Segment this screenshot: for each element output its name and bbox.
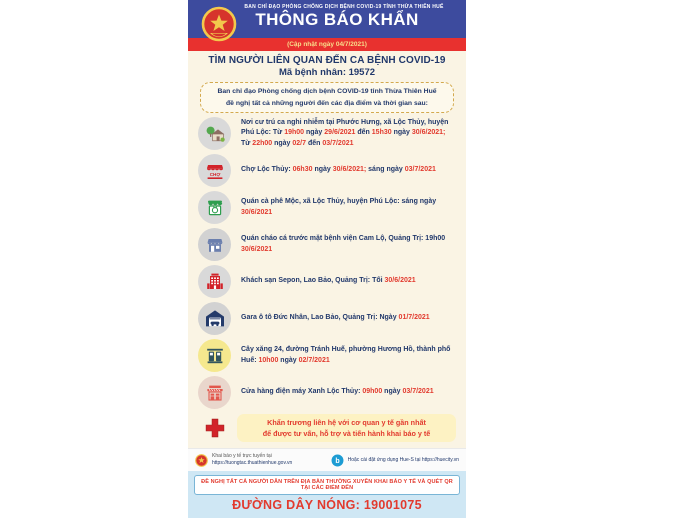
location-description: Gara ô tô Đức Nhân, Lao Bảo, Quảng Trị: Ngày 01/7/2021 <box>241 314 430 322</box>
svg-text:CHỢ: CHỢ <box>209 171 220 177</box>
online-declaration-label: Khai báo y tế trực tuyến tại <box>212 453 272 460</box>
location-description: Quán cháo cá trước mặt bệnh viện Cam Lộ, Quảng Trị: 19h00 30/6/2021 <box>241 235 446 253</box>
intro-box: Ban chỉ đạo Phòng chống dịch bệnh COVID-19 tỉnh Thừa Thiên Huế đề nghị tất cả những người đến các địa điểm và thời gian sau: <box>200 82 454 113</box>
svg-text:b: b <box>334 457 340 465</box>
poster-header <box>188 0 466 38</box>
location-item-7 <box>198 339 456 372</box>
location-description: Nơi cư trú ca nghi nhiễm tại Phước Hưng, xã Lộc Thủy, huyện Phú Lộc: Từ 19h00 ngày 29/6/2021 đến 15h30 ngày 30/6/2021; Từ 22h00 ngày 02/7 đến 03/7/2021 <box>241 118 449 147</box>
emergency-notice-poster <box>188 0 466 518</box>
home-icon <box>198 117 231 150</box>
location-description: Khách sạn Sepon, Lao Bảo, Quảng Trị: Tối 30/6/2021 <box>241 277 416 285</box>
location-item-6 <box>198 302 456 335</box>
location-description: Cây xăng 24, đường Tránh Huế, phường Hương Hồ, thành phố Huế: 10h00 ngày 02/7/2021 <box>241 346 451 364</box>
garage-icon <box>198 302 231 335</box>
footer-links-strip <box>188 448 466 471</box>
poster-title: THÔNG BÁO KHẨN <box>255 10 419 29</box>
hue-s-app-icon <box>331 454 344 467</box>
locations-list <box>198 113 456 409</box>
patient-code: Mã bệnh nhân: 19572 <box>278 67 376 78</box>
location-item-8 <box>198 376 456 409</box>
location-description: Chợ Lộc Thủy: 06h30 ngày 30/6/2021; sáng ngày 03/7/2021 <box>241 166 436 174</box>
hotline-number: ĐƯỜNG DÂY NÓNG: 19001075 <box>232 498 422 512</box>
hue-s-app-label[interactable]: Hoặc cài đặt ứng dụng Hue-S tại https://huecity.vn <box>347 457 459 463</box>
alert-line-1: Khẩn trương liên hệ với cơ quan y tế gần nhất <box>267 418 426 428</box>
footer-bottom <box>188 471 466 518</box>
congee-shop-icon <box>198 228 231 261</box>
alert-line-2: để được tư vấn, hỗ trợ và tiến hành khai báo y tế <box>262 429 431 439</box>
gas-station-icon <box>198 339 231 372</box>
cafe-icon <box>198 191 231 224</box>
poster-body <box>188 51 466 448</box>
location-item-5 <box>198 265 456 298</box>
notice-title: TÌM NGƯỜI LIÊN QUAN ĐẾN CA BỆNH COVID-19 <box>208 55 446 66</box>
vietnam-emblem-icon <box>201 6 237 42</box>
hotel-icon <box>198 265 231 298</box>
location-description: Quán cà phê Mộc, xã Lộc Thủy, huyện Phú Lộc: sáng ngày 30/6/2021 <box>241 198 437 216</box>
location-item-1 <box>198 117 456 150</box>
update-date-label: (Cập nhật ngày 04/7/2021) <box>287 41 367 48</box>
market-icon <box>198 154 231 187</box>
location-item-3 <box>198 191 456 224</box>
alert-row <box>198 414 456 442</box>
electronics-store-icon <box>198 376 231 409</box>
hue-s-app-link[interactable] <box>331 454 459 467</box>
declaration-banner: ĐỀ NGHỊ TẤT CẢ NGƯỜI DÂN TRÊN ĐỊA BÀN THƯỜNG XUYÊN KHAI BÁO Y TẾ VÀ QUÉT QR TẠI CÁC ĐIỂM ĐẾN <box>194 475 460 495</box>
location-item-2 <box>198 154 456 187</box>
red-cross-icon <box>198 415 231 441</box>
header-org-line: BAN CHỈ ĐẠO PHÒNG CHỐNG DỊCH BỆNH COVID-19 TỈNH THỪA THIÊN HUẾ <box>244 4 444 10</box>
alert-message <box>237 414 456 442</box>
gov-portal-icon <box>195 454 208 467</box>
location-item-4 <box>198 228 456 261</box>
online-declaration-url[interactable]: https://tuongtac.thuathienhue.gov.vn <box>212 460 293 466</box>
location-description: Cửa hàng điện máy Xanh Lộc Thủy: 09h00 ngày 03/7/2021 <box>241 388 434 396</box>
online-declaration-link[interactable] <box>195 453 292 467</box>
